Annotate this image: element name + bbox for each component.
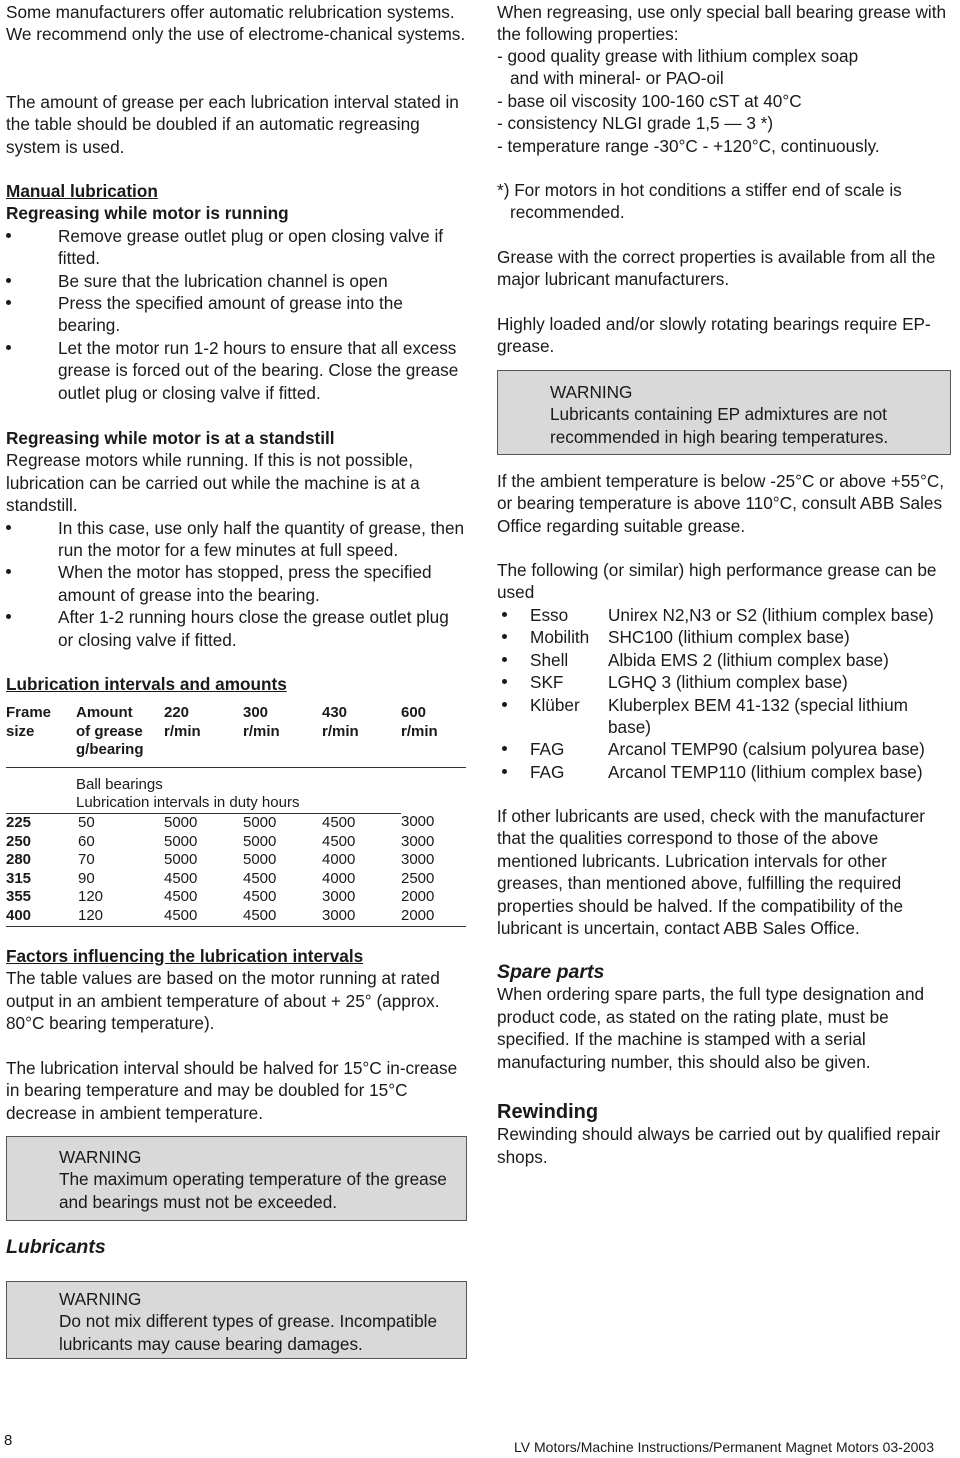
standstill-text: Regrease motors while running. If this is not possible, lubrication can be carried out while the machine is at a standstill.: [6, 450, 420, 516]
factors-text-1: The table values are based on the motor running at rated output in an ambient temperature of about + 25° (approx. 80°C bearing temperature).: [6, 968, 440, 1034]
list-item: Press the specified amount of grease into the bearing.: [6, 292, 468, 337]
header-amount: Amount of grease g/bearing: [76, 704, 144, 759]
table-subheader: Lubrication intervals in duty hours: [6, 794, 466, 813]
list-item: FAG Arcanol TEMP110 (lithium complex base): [497, 761, 955, 783]
list-item: Mobilith SHC100 (lithium complex base): [497, 626, 955, 648]
header-300: 300 r/min: [243, 704, 280, 740]
regreasing-running-heading: Regreasing while motor is running: [6, 203, 289, 224]
warning-box-mixing: [6, 1281, 467, 1359]
list-item: FAG Arcanol TEMP90 (calsium polyurea base): [497, 738, 955, 760]
list-item: - temperature range -30°C - +120°C, continuously.: [497, 135, 880, 156]
list-item: Remove grease outlet plug or open closing valve if fitted.: [6, 225, 468, 270]
factors-section: [6, 945, 468, 1035]
spare-parts-text: When ordering spare parts, the full type designation and product code, as stated on the rating plate, must be specified. If the machine is stamped with a serial manufacturing number, this should also be given.: [497, 984, 925, 1072]
document-title: LV Motors/Machine Instructions/Permanent Magnet Motors 03-2003: [514, 1439, 934, 1455]
warning-title: WARNING: [59, 1289, 142, 1309]
table-row: 280 70 5000 5000 4000 3000: [6, 851, 435, 869]
regreasing-standstill-heading: Regreasing while motor is at a standstill: [6, 428, 335, 448]
factors-heading: Factors influencing the lubrication intervals: [6, 946, 364, 966]
list-item: - base oil viscosity 100-160 cST at 40°C: [497, 90, 802, 111]
lubricants-heading: Lubricants: [6, 1236, 106, 1258]
warning-text: The maximum operating temperature of the grease and bearings must not be exceeded.: [59, 1169, 447, 1212]
standstill-steps-list: [6, 517, 468, 651]
rewinding-section: [497, 1101, 955, 1168]
warning-box-temperature: [6, 1136, 467, 1221]
ep-grease-text: Highly loaded and/or slowly rotating bearings require EP-grease.: [497, 314, 931, 357]
list-item: In this case, use only half the quantity of grease, then run the motor for a few minutes at full speed.: [6, 517, 468, 562]
list-item: Klüber Kluberplex BEM 41-132 (special lithium base): [497, 694, 955, 739]
table-header-row: [6, 704, 466, 760]
list-item: SKF LGHQ 3 (lithium complex base): [497, 671, 955, 693]
grease-list: [497, 604, 955, 783]
factors-text-2: The lubrication interval should be halved for 15°C in-crease in bearing temperature and may be doubled for 15°C decrease in ambient temperature.: [6, 1058, 458, 1123]
spare-parts-heading: Spare parts: [497, 961, 605, 983]
list-item: When the motor has stopped, press the specified amount of grease into the bearing.: [6, 561, 468, 606]
intro-paragraph-2: The amount of grease per each lubrication interval stated in the table should be doubled if an automatic regreasing system is used.: [6, 92, 459, 157]
header-220: 220 r/min: [164, 704, 201, 740]
header-frame-size: Frame size: [6, 704, 52, 740]
page-number: 8: [4, 1432, 13, 1449]
header-430: 430 r/min: [322, 704, 359, 740]
warning-box-ep: [497, 370, 951, 455]
list-item: Esso Unirex N2,N3 or S2 (lithium complex base): [497, 604, 955, 626]
rewinding-heading: Rewinding: [497, 1101, 599, 1123]
standstill-section: [6, 427, 468, 651]
manual-lubrication-section: [6, 180, 468, 404]
availability-text: Grease with the correct properties is available from all the major lubricant manufacturers.: [497, 247, 936, 290]
intro-paragraph-1: Some manufacturers offer automatic relubrication systems. We recommend only the use of electrome-chanical systems.: [6, 2, 466, 45]
warning-title: WARNING: [59, 1147, 142, 1167]
table-row: 250 60 5000 5000 4500 3000: [6, 832, 435, 850]
list-item: Let the motor run 1-2 hours to ensure that all excess grease is forced out of the bearing. Close the grease outlet plug or closing valve if fitted.: [6, 337, 468, 404]
ambient-temperature-text: If the ambient temperature is below -25°C or above +55°C, or bearing temperature is above 110°C, consult ABB Sales Office regarding suitable grease.: [497, 471, 945, 536]
spare-parts-section: [497, 961, 955, 1073]
table-row: 400 120 4500 4500 3000 2000: [6, 907, 466, 926]
list-item: Be sure that the lubrication channel is open: [6, 270, 468, 292]
list-item: - consistency NLGI grade 1,5 — 3 *): [497, 113, 774, 134]
warning-text: Do not mix different types of grease. Incompatible lubricants may cause bearing damages.: [59, 1311, 438, 1354]
rewinding-text: Rewinding should always be carried out by qualified repair shops.: [497, 1124, 941, 1167]
table-row: 315 90 4500 4500 4000 2500: [6, 869, 435, 887]
lubrication-intervals-heading: Lubrication intervals and amounts: [6, 674, 287, 694]
table-row: 225 50 5000 5000 4500 3000: [6, 813, 435, 831]
grease-properties-intro: When regreasing, use only special ball bearing grease with the following properties:: [497, 2, 947, 45]
list-item: After 1-2 running hours close the grease outlet plug or closing valve if fitted.: [6, 606, 468, 651]
list-item: - good quality grease with lithium complex soap and with mineral- or PAO-oil: [497, 46, 859, 89]
running-steps-list: [6, 225, 468, 404]
header-600: 600 r/min: [401, 704, 438, 740]
list-item: Shell Albida EMS 2 (lithium complex base): [497, 649, 955, 671]
other-lubricants-text: If other lubricants are used, check with the manufacturer that the qualities correspond to those of the above mentioned lubricants. Lubrication intervals for other greases, than mentioned above, fulfilling the required properties should be halved. If the compatibility of the lubricant is uncertain, contact ABB Sales Office.: [497, 806, 925, 939]
footnote: *) For motors in hot conditions a stiffer end of scale is recommended.: [497, 180, 902, 223]
warning-text: Lubricants containing EP admixtures are not recommended in high bearing temperatures.: [550, 404, 889, 447]
warning-title: WARNING: [550, 382, 633, 402]
table-row: 355 120 4500 4500 3000 2000: [6, 888, 435, 906]
lubrication-table: [6, 704, 466, 927]
table-subheader: Ball bearings: [76, 775, 163, 793]
grease-list-intro: The following (or similar) high performance grease can be used: [497, 560, 937, 603]
manual-lubrication-heading: Manual lubrication: [6, 181, 158, 201]
grease-properties-list: [497, 45, 955, 157]
